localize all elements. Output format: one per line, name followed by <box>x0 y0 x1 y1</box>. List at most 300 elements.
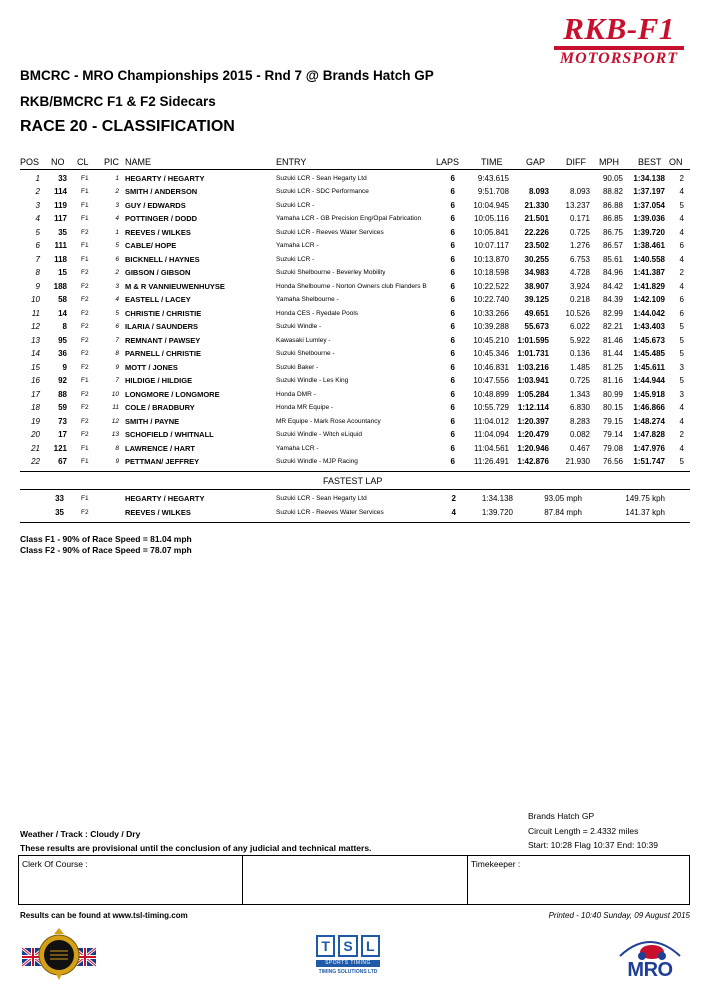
col-entry: ENTRY <box>276 157 307 167</box>
cell-time: 10:47.556 <box>473 376 509 385</box>
cell-cl: F2 <box>81 404 89 411</box>
col-best: BEST <box>638 157 662 167</box>
cell-laps: 6 <box>450 241 455 250</box>
cell-pos: 21 <box>31 443 40 453</box>
cell-on: 5 <box>679 457 684 466</box>
col-cl: CL <box>77 157 89 167</box>
cell-entry: Honda DMR - <box>276 390 316 398</box>
cell-entry: Suzuki LCR - SDC Performance <box>276 188 369 195</box>
note-f2: Class F2 - 90% of Race Speed = 78.07 mph <box>20 545 192 555</box>
cell-no: 36 <box>58 349 67 358</box>
cell-no: 17 <box>58 430 67 439</box>
cell-entry: Kawasaki Lumley - <box>276 336 331 344</box>
col-on: ON <box>669 157 683 167</box>
cell-laps: 6 <box>450 416 455 426</box>
cell-best: 1:42.109 <box>633 295 665 304</box>
result-row <box>0 417 707 430</box>
cell-diff: 0.171 <box>569 214 590 223</box>
header-rule <box>20 169 690 170</box>
cell-entry: Yamaha LCR - <box>276 242 319 249</box>
col-gap: GAP <box>526 157 546 167</box>
sig-divider-1 <box>242 856 243 904</box>
fl-cell-mph: 87.84 mph <box>544 508 582 517</box>
cell-no: 92 <box>58 376 67 385</box>
cell-entry: Honda CES - Ryedale Pools <box>276 309 359 317</box>
cell-mph: 84.96 <box>602 268 623 277</box>
cell-diff: 6.022 <box>569 322 590 331</box>
col-no: NO <box>51 157 65 167</box>
cell-best: 1:45.673 <box>633 335 665 345</box>
result-row <box>0 187 707 200</box>
cell-pic: 8 <box>115 350 119 357</box>
result-row <box>0 282 707 295</box>
cell-time: 10:45.346 <box>473 349 509 358</box>
cell-mph: 84.39 <box>602 295 623 304</box>
cell-mph: 88.82 <box>602 187 623 196</box>
cell-best: 1:46.866 <box>633 403 665 412</box>
fl-cell-entry: Suzuki LCR - Sean Hegarty Ltd <box>276 495 367 502</box>
result-row <box>0 214 707 227</box>
weather-track: Weather / Track : Cloudy / Dry <box>20 829 141 839</box>
cell-no: 15 <box>58 268 67 277</box>
fastest-lap-end-rule <box>20 522 690 523</box>
cell-best: 1:37.197 <box>633 187 665 196</box>
cell-entry: MR Equipe - Mark Rose Acountancy <box>276 417 381 425</box>
cell-time: 11:04.094 <box>474 430 509 439</box>
cell-no: 111 <box>54 241 67 250</box>
cell-cl: F1 <box>81 444 89 452</box>
cell-entry: Suzuki Windle - <box>276 323 322 330</box>
cell-cl: F1 <box>81 215 89 222</box>
cell-time: 9:51.708 <box>477 187 509 196</box>
cell-diff: 8.283 <box>569 416 590 426</box>
cell-pic: 2 <box>115 188 119 195</box>
cell-no: 121 <box>53 443 67 453</box>
cell-gap: 1:03.216 <box>517 362 549 372</box>
result-row <box>0 430 707 443</box>
cell-gap: 8.093 <box>528 187 549 196</box>
cell-time: 11:04.012 <box>474 416 509 426</box>
cell-gap: 23.502 <box>524 241 549 250</box>
result-row <box>0 390 707 403</box>
cell-time: 10:05.116 <box>474 214 509 223</box>
cell-diff: 0.725 <box>569 376 590 385</box>
tsl-letter-l: L <box>361 935 380 957</box>
result-row <box>0 174 707 187</box>
cell-on: 2 <box>679 268 684 277</box>
cell-diff: 1.485 <box>569 362 590 372</box>
cell-pos: 13 <box>31 335 40 345</box>
cell-no: 58 <box>58 295 67 304</box>
cell-cl: F1 <box>81 188 89 195</box>
cell-no: 9 <box>62 362 67 372</box>
cell-diff: 10.526 <box>565 308 590 318</box>
cell-gap: 1:01.731 <box>517 349 549 358</box>
cell-pos: 1 <box>35 173 40 183</box>
col-pic: PIC <box>104 157 120 167</box>
cell-on: 3 <box>679 362 684 372</box>
cell-mph: 82.21 <box>602 322 623 331</box>
cell-name: HILDIGE / HILDIGE <box>125 376 193 385</box>
cell-on: 6 <box>679 295 684 304</box>
cell-name: POTTINGER / DODD <box>125 214 198 223</box>
fl-cell-lap: 2 <box>451 494 456 503</box>
fl-cell-kph: 149.75 kph <box>625 494 665 503</box>
fl-cell-time: 1:34.138 <box>481 494 513 503</box>
cell-mph: 90.05 <box>602 173 623 183</box>
cell-name: M & R VANNIEUWENHUYSE <box>125 281 225 291</box>
fl-cell-no: 35 <box>55 508 64 517</box>
cell-no: 119 <box>54 200 67 210</box>
cell-best: 1:41.387 <box>633 268 665 277</box>
result-row <box>0 201 707 214</box>
cell-no: 67 <box>58 457 67 466</box>
cell-pic: 1 <box>115 228 119 236</box>
cell-name: COLE / BRADBURY <box>125 403 195 412</box>
cell-name: LAWRENCE / HART <box>125 443 195 453</box>
cell-pic: 6 <box>115 255 119 263</box>
cell-name: CHRISTIE / CHRISTIE <box>125 308 202 318</box>
cell-pic: 4 <box>115 296 119 303</box>
cell-on: 5 <box>679 200 684 210</box>
cell-entry: Suzuki LCR - <box>276 201 315 209</box>
fastest-lap-row <box>0 494 707 508</box>
bmcrc-badge-logo <box>20 924 98 982</box>
cell-on: 2 <box>679 173 684 183</box>
result-row <box>0 457 707 470</box>
cell-time: 9:43.615 <box>477 173 509 183</box>
result-row <box>0 444 707 457</box>
cell-pos: 4 <box>35 214 40 223</box>
fastest-lap-rule <box>20 489 690 490</box>
cell-best: 1:51.747 <box>633 457 665 466</box>
cell-gap: 1:20.397 <box>517 416 549 426</box>
race-title: RACE 20 - CLASSIFICATION <box>20 118 235 135</box>
cell-time: 10:22.522 <box>473 281 509 291</box>
fl-cell-name: HEGARTY / HEGARTY <box>125 494 205 503</box>
cell-mph: 86.85 <box>602 214 623 223</box>
result-row <box>0 403 707 416</box>
cell-pos: 18 <box>31 403 40 412</box>
cell-on: 6 <box>679 241 684 250</box>
cell-on: 4 <box>679 443 684 453</box>
results-url[interactable]: Results can be found at www.tsl-timing.com <box>20 911 188 920</box>
cell-cl: F2 <box>81 282 89 290</box>
cell-pic: 3 <box>115 282 119 290</box>
cell-diff: 4.728 <box>569 268 590 277</box>
cell-no: 118 <box>54 254 67 264</box>
cell-gap: 1:20.946 <box>517 443 549 453</box>
cell-entry: Suzuki LCR - Reeves Water Services <box>276 228 384 236</box>
mro-text: MRO <box>627 959 673 981</box>
cell-time: 10:13.870 <box>473 254 509 264</box>
cell-best: 1:43.403 <box>633 322 665 331</box>
result-row <box>0 322 707 335</box>
cell-no: 95 <box>58 335 67 345</box>
cell-name: PETTMAN/ JEFFREY <box>125 457 200 466</box>
cell-gap: 38.907 <box>524 281 549 291</box>
cell-no: 188 <box>53 281 67 291</box>
cell-diff: 3.924 <box>569 281 590 291</box>
cell-pic: 10 <box>111 390 119 398</box>
cell-entry: Suzuki Windle - Les King <box>276 377 349 384</box>
cell-mph: 79.15 <box>602 416 623 426</box>
cell-gap: 1:03.941 <box>517 376 549 385</box>
cell-diff: 6.753 <box>569 254 590 264</box>
cell-gap: 22.226 <box>524 227 549 237</box>
result-row <box>0 228 707 241</box>
cell-pic: 9 <box>115 363 119 371</box>
cell-cl: F2 <box>81 390 89 398</box>
cell-cl: F2 <box>81 336 89 344</box>
cell-name: LONGMORE / LONGMORE <box>125 389 220 399</box>
cell-laps: 6 <box>450 403 455 412</box>
cell-time: 10:07.117 <box>474 241 509 250</box>
cell-best: 1:44.944 <box>633 376 665 385</box>
logo-line2: MOTORSPORT <box>559 50 679 67</box>
cell-entry: Suzuki LCR - <box>276 255 315 263</box>
cell-mph: 81.44 <box>602 349 623 358</box>
col-diff: DIFF <box>566 157 586 167</box>
result-row <box>0 363 707 376</box>
fl-cell-cl: F2 <box>81 509 89 516</box>
cell-on: 4 <box>679 187 684 196</box>
cell-mph: 81.46 <box>602 335 623 345</box>
cell-pos: 6 <box>35 241 40 250</box>
circuit-times: Start: 10:28 Flag 10:37 End: 10:39 <box>528 840 658 850</box>
cell-mph: 82.99 <box>602 308 623 318</box>
cell-diff: 0.218 <box>569 295 590 304</box>
cell-name: HEGARTY / HEGARTY <box>125 173 205 183</box>
result-row <box>0 241 707 254</box>
cell-entry: Suzuki Baker - <box>276 363 319 371</box>
cell-no: 35 <box>58 227 67 237</box>
result-row <box>0 309 707 322</box>
cell-pos: 2 <box>35 187 40 196</box>
cell-time: 10:39.288 <box>473 322 509 331</box>
cell-pos: 20 <box>31 430 40 439</box>
cell-no: 14 <box>58 308 67 318</box>
note-f1: Class F1 - 90% of Race Speed = 81.04 mph <box>20 534 192 544</box>
cell-entry: Suzuki Shelbourne - Beverley Mobility <box>276 269 386 276</box>
cell-pos: 12 <box>31 322 40 331</box>
sig-divider-2 <box>467 856 468 904</box>
cell-name: EASTELL / LACEY <box>125 295 191 304</box>
col-time: TIME <box>481 157 503 167</box>
col-name: NAME <box>125 157 152 167</box>
cell-on: 4 <box>679 214 684 223</box>
cell-pic: 1 <box>115 174 119 182</box>
cell-laps: 6 <box>450 295 455 304</box>
cell-mph: 85.61 <box>602 254 623 264</box>
cell-name: SMITH / PAYNE <box>125 416 180 426</box>
result-row <box>0 268 707 281</box>
cell-best: 1:34.138 <box>633 173 665 183</box>
col-mph: MPH <box>599 157 619 167</box>
cell-entry: Yamaha LCR - <box>276 444 319 452</box>
cell-diff: 8.093 <box>569 187 590 196</box>
cell-pos: 19 <box>31 416 40 426</box>
cell-time: 10:22.740 <box>473 295 509 304</box>
cell-pos: 16 <box>31 376 40 385</box>
cell-no: 8 <box>62 322 67 331</box>
cell-best: 1:39.720 <box>633 227 665 237</box>
result-row <box>0 255 707 268</box>
col-pos: POS <box>20 157 40 167</box>
timekeeper-label: Timekeeper : <box>471 859 521 869</box>
cell-pos: 9 <box>35 281 40 291</box>
cell-cl: F1 <box>81 242 89 249</box>
cell-laps: 6 <box>450 227 455 237</box>
cell-pic: 3 <box>115 201 119 209</box>
cell-name: BICKNELL / HAYNES <box>125 254 200 264</box>
cell-diff: 1.343 <box>569 389 590 399</box>
cell-on: 5 <box>679 349 684 358</box>
cell-gap: 39.125 <box>524 295 549 304</box>
cell-entry: Yamaha LCR - GB Precision Eng/Opal Fabrication <box>276 215 422 222</box>
cell-no: 117 <box>54 214 67 223</box>
cell-on: 4 <box>679 254 684 264</box>
cell-mph: 79.14 <box>602 430 623 439</box>
cell-laps: 6 <box>450 457 455 466</box>
cell-time: 10:05.841 <box>473 227 509 237</box>
cell-cl: F1 <box>81 458 89 465</box>
cell-name: CABLE/ HOPE <box>125 241 177 250</box>
cell-laps: 6 <box>450 335 455 345</box>
cell-pic: 2 <box>115 269 119 276</box>
cell-name: GUY / EDWARDS <box>125 200 186 210</box>
cell-pos: 22 <box>31 457 40 466</box>
circuit-length: Circuit Length = 2.4332 miles <box>528 826 639 836</box>
cell-pos: 17 <box>31 389 40 399</box>
cell-laps: 6 <box>450 254 455 264</box>
cell-pic: 9 <box>115 458 119 465</box>
cell-time: 10:45.210 <box>473 335 509 345</box>
cell-diff: 0.725 <box>569 227 590 237</box>
cell-best: 1:41.829 <box>633 281 665 291</box>
cell-laps: 6 <box>450 349 455 358</box>
cell-mph: 86.75 <box>602 227 623 237</box>
cell-diff: 0.136 <box>569 349 590 358</box>
rkb-f1-logo <box>548 11 690 67</box>
cell-cl: F2 <box>81 363 89 371</box>
cell-name: REMNANT / PAWSEY <box>125 335 201 345</box>
cell-entry: Suzuki Shelbourne - <box>276 350 335 357</box>
printed-timestamp: Printed - 10:40 Sunday, 09 August 2015 <box>548 911 690 920</box>
cell-pic: 8 <box>115 444 119 452</box>
result-row <box>0 295 707 308</box>
cell-pos: 11 <box>31 308 40 318</box>
cell-name: REEVES / WILKES <box>125 227 191 237</box>
cell-mph: 76.56 <box>602 457 623 466</box>
cell-pos: 5 <box>35 227 40 237</box>
cell-time: 10:48.899 <box>473 389 509 399</box>
cell-laps: 6 <box>450 214 455 223</box>
cell-best: 1:45.611 <box>633 362 665 372</box>
fl-cell-kph: 141.37 kph <box>625 508 665 517</box>
cell-pos: 14 <box>31 349 40 358</box>
cell-laps: 6 <box>450 322 455 331</box>
cell-laps: 6 <box>450 430 455 439</box>
cell-on: 5 <box>679 322 684 331</box>
cell-time: 10:18.598 <box>473 268 509 277</box>
cell-cl: F1 <box>81 377 89 384</box>
cell-pic: 5 <box>115 242 119 249</box>
cell-mph: 86.57 <box>602 241 623 250</box>
cell-best: 1:48.274 <box>633 416 665 426</box>
cell-cl: F1 <box>81 174 89 182</box>
cell-gap: 1:12.114 <box>517 403 549 412</box>
cell-diff: 6.830 <box>569 403 590 412</box>
cell-time: 10:33.266 <box>473 308 509 318</box>
result-row <box>0 349 707 362</box>
cell-laps: 6 <box>450 443 455 453</box>
cell-pos: 3 <box>35 200 40 210</box>
cell-mph: 80.15 <box>602 403 623 412</box>
cell-diff: 13.237 <box>565 200 590 210</box>
cell-mph: 79.08 <box>602 443 623 453</box>
cell-pic: 7 <box>115 377 119 384</box>
cell-name: PARNELL / CHRISTIE <box>125 349 201 358</box>
cell-diff: 21.930 <box>565 457 590 466</box>
signature-box <box>18 855 690 905</box>
tsl-strip: SPORTS TIMING <box>316 960 380 967</box>
cell-diff: 0.082 <box>569 430 590 439</box>
tsl-ltd: TIMING SOLUTIONS LTD <box>318 969 378 975</box>
cell-gap: 55.673 <box>524 322 549 331</box>
fl-cell-no: 33 <box>55 494 64 503</box>
fl-cell-mph: 93.05 mph <box>544 494 582 503</box>
cell-no: 59 <box>58 403 67 412</box>
cell-on: 4 <box>679 403 684 412</box>
cell-laps: 6 <box>450 308 455 318</box>
cell-diff: 5.922 <box>569 335 590 345</box>
cell-gap: 1:42.876 <box>517 457 549 466</box>
result-row <box>0 336 707 349</box>
fl-cell-entry: Suzuki LCR - Reeves Water Services <box>276 509 384 516</box>
cell-gap: 21.501 <box>524 214 549 223</box>
cell-cl: F2 <box>81 309 89 317</box>
cell-pos: 15 <box>31 362 40 372</box>
cell-on: 4 <box>679 227 684 237</box>
cell-entry: Suzuki Windle - Witch eLiquid <box>276 431 362 438</box>
series-title: RKB/BMCRC F1 & F2 Sidecars <box>20 94 216 109</box>
fastest-lap-title: FASTEST LAP <box>323 476 383 486</box>
cell-on: 5 <box>679 335 684 345</box>
cell-gap: 30.255 <box>524 254 549 264</box>
cell-cl: F2 <box>81 323 89 330</box>
cell-no: 33 <box>58 173 67 183</box>
mro-logo <box>614 934 686 982</box>
cell-mph: 80.99 <box>602 389 623 399</box>
results-end-rule <box>20 471 690 472</box>
cell-entry: Suzuki LCR - Sean Hegarty Ltd <box>276 174 367 182</box>
tsl-letter-s: S <box>338 935 357 957</box>
cell-time: 11:04.561 <box>474 443 509 453</box>
cell-best: 1:44.042 <box>633 308 665 318</box>
cell-best: 1:40.558 <box>633 254 665 264</box>
cell-laps: 6 <box>450 389 455 399</box>
cell-name: SMITH / ANDERSON <box>125 187 198 196</box>
fastest-lap-row <box>0 508 707 522</box>
cell-laps: 6 <box>450 281 455 291</box>
cell-diff: 1.276 <box>569 241 590 250</box>
cell-entry: Honda Shelbourne - Norton Owners club Flanders B <box>276 282 427 290</box>
cell-cl: F2 <box>81 431 89 438</box>
cell-laps: 6 <box>450 200 455 210</box>
cell-laps: 6 <box>450 376 455 385</box>
cell-pic: 5 <box>115 309 119 317</box>
